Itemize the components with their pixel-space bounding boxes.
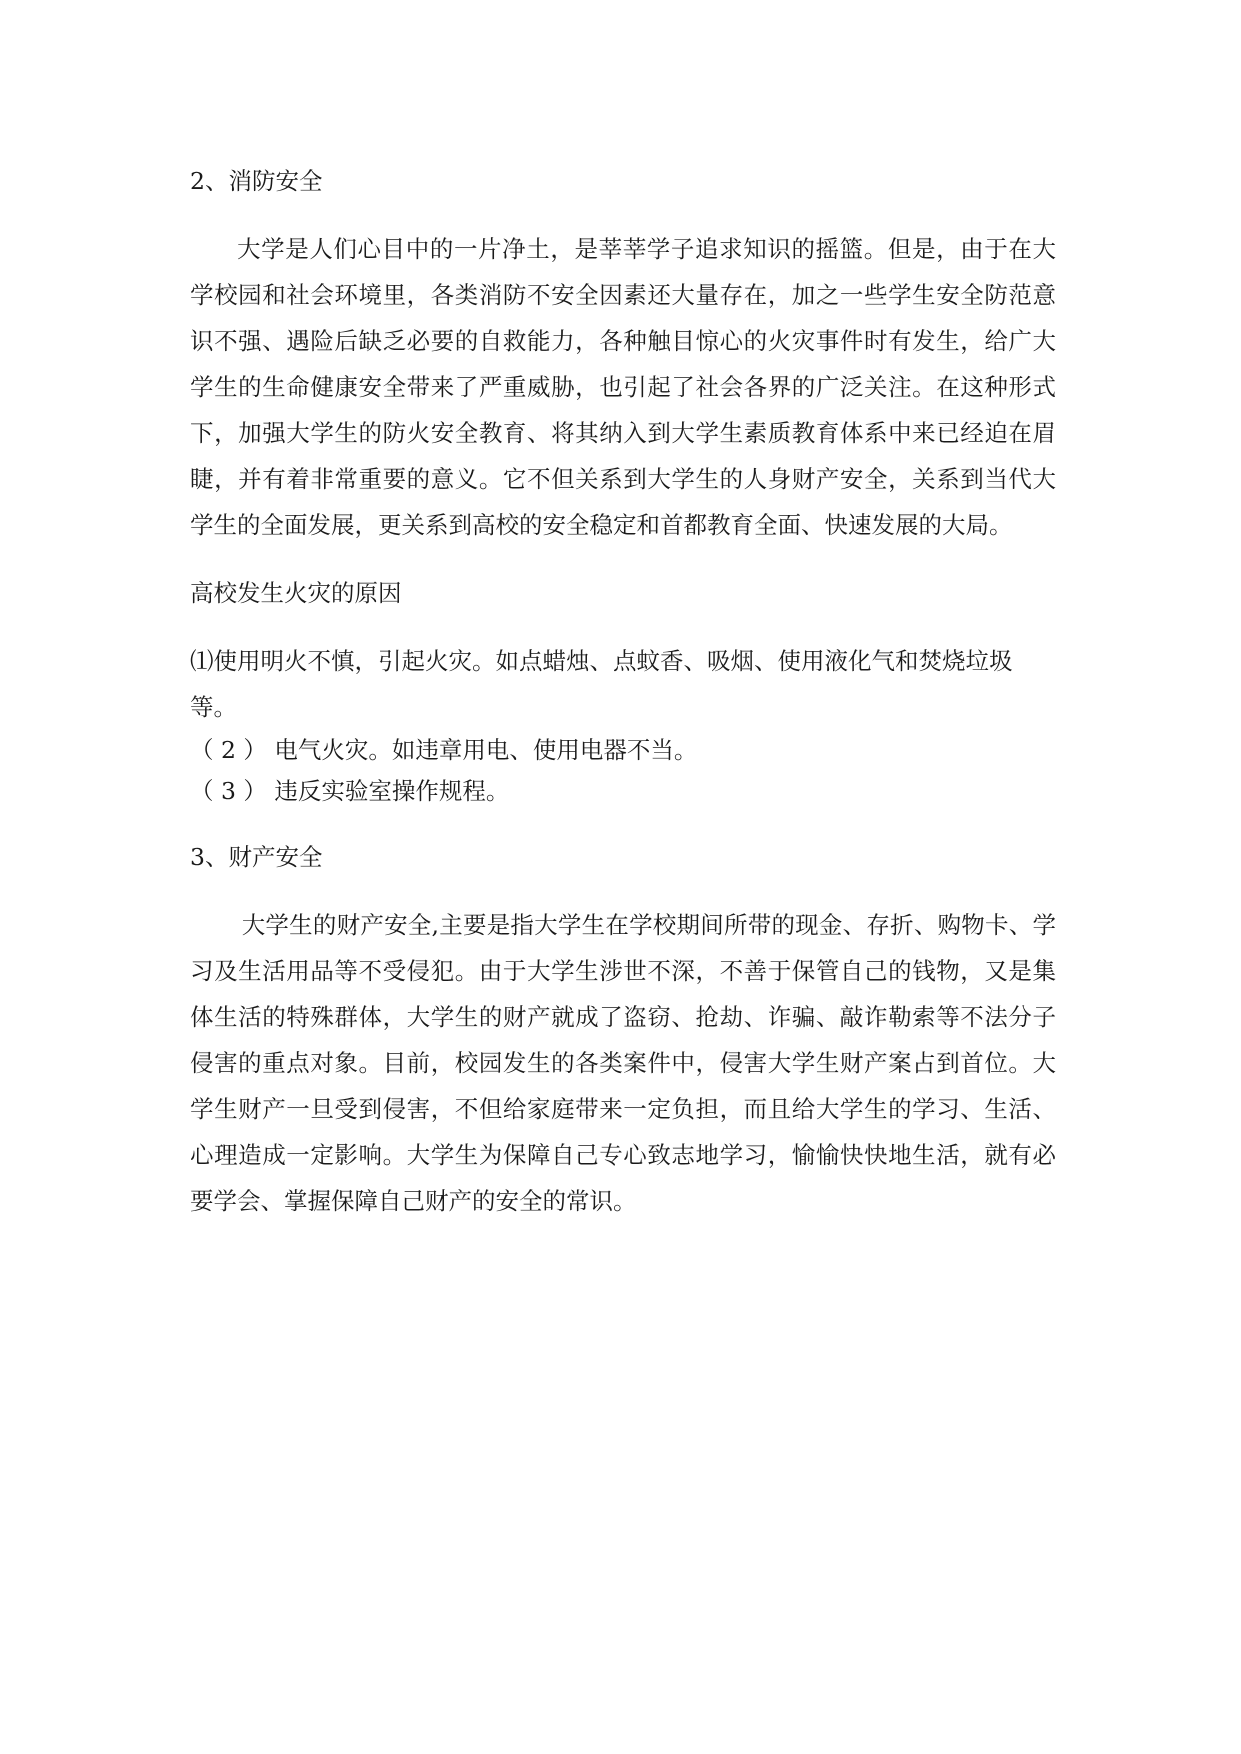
paragraph-fire-safety: 大学是人们心目中的一片净土，是莘莘学子追求知识的摇篮。但是，由于在大学校园和社会环境里，各类消防不安全因素还大量存在，加之一些学生安全防范意识不强、遇险后缺乏必要的自救能力，各种触目惊心的火灾事件时有发生，给广大学生的生命健康安全带来了严重威胁，也引起了社会各界的广泛关注。在这种形式下，加强大学生的防火安全教育、将其纳入到大学生素质教育体系中来已经迫在眉睫，并有着非常重要的意义。它不但关系到大学生的人身财产安全，关系到当代大学生的全面发展，更关系到高校的安全稳定和首都教育全面、快速发展的大局。 (190, 235, 1056, 539)
document-body (190, 158, 1056, 1224)
fire-causes-list (190, 638, 1056, 812)
paragraph-property-safety: 大学生的财产安全,主要是指大学生在学校期间所带的现金、存折、购物卡、学习及生活用品等不受侵犯。由于大学生涉世不深，不善于保管自己的钱物，又是集体生活的特殊群体，大学生的财产就成了盗窃、抢劫、诈骗、敲诈勒索等不法分子侵害的重点对象。目前，校园发生的各类案件中，侵害大学生财产案占到首位。大学生财产一旦受到侵害，不但给家庭带来一定负担，而且给大学生的学习、生活、心理造成一定影响。大学生为保障自己专心致志地学习，愉愉快快地生活，就有必要学会、掌握保障自己财产的安全的常识。 (190, 911, 1056, 1215)
list-item-cause-1: ⑴使用明火不慎，引起火灾。如点蜡烛、点蚊香、吸烟、使用液化气和焚烧垃圾等。 (190, 647, 1013, 721)
section-heading-property-safety: 3、财产安全 (190, 843, 323, 871)
list-item-cause-2: （ 2 ） 电气火灾。如违章用电、使用电器不当。 (190, 736, 698, 764)
list-item-cause-3: （ 3 ） 违反实验室操作规程。 (190, 777, 510, 805)
section-heading-fire-safety: 2、消防安全 (190, 167, 323, 195)
subheading-fire-causes: 高校发生火灾的原因 (190, 579, 402, 607)
